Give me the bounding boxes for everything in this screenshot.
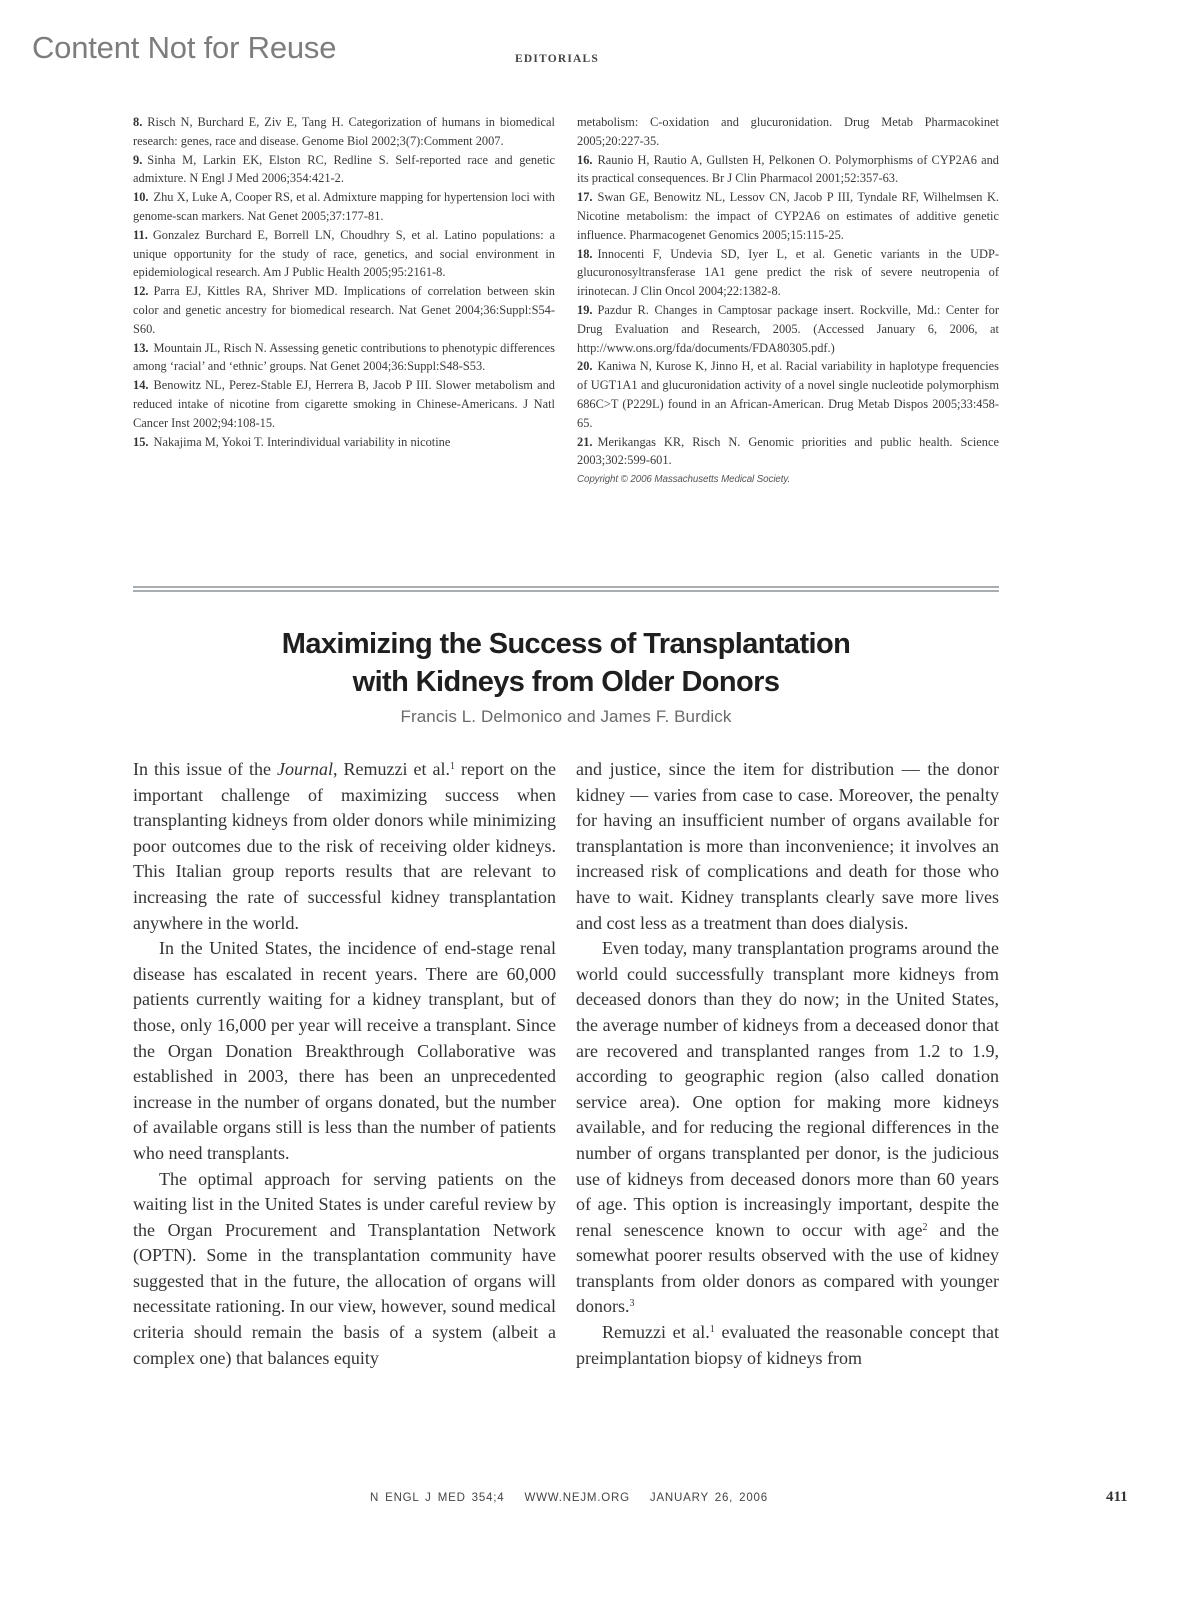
reference-item: 10. Zhu X, Luke A, Cooper RS, et al. Admixture mapping for hypertension loci with genome-scan markers. Nat Genet 2005;37:177-81. xyxy=(133,190,555,223)
reference-item: 16. Raunio H, Rautio A, Gullsten H, Pelkonen O. Polymorphisms of CYP2A6 and its practical consequences. Br J Clin Pharmacol 2001;52:357-63. xyxy=(577,152,999,186)
reference-item: 11. Gonzalez Burchard E, Borrell LN, Choudhry S, et al. Latino populations: a unique opportunity for the study of race, genetics, and social environment in epidemiological research. Am J Public Health 2005;95:2161-8. xyxy=(133,227,555,280)
article-title xyxy=(133,625,999,701)
article-right-column xyxy=(576,757,999,1371)
article-title-line-2: with Kidneys from Older Donors xyxy=(352,666,780,698)
references-section xyxy=(133,113,999,490)
section-label: EDITORIALS xyxy=(515,53,600,65)
reference-item: 17. Swan GE, Benowitz NL, Lessov CN, Jacob P III, Tyndale RF, Wilhelmsen K. Nicotine metabolism: the impact of CYP2A6 on estimates of additive genetic influence. Pharmacogenet Genomics 2005;15:115-25. xyxy=(577,190,999,242)
article-authors: Francis L. Delmonico and James F. Burdick xyxy=(400,707,732,726)
watermark: Content Not for Reuse xyxy=(32,30,337,65)
reference-item: 20. Kaniwa N, Kurose K, Jinno H, et al. Racial variability in haplotype frequencies of UGT1A1 and glucuronidation activity of a novel single nucleotide polymorphism 686C>T (P229L) found in an African-American. Drug Metab Dispos 2005;33:458-65. xyxy=(577,359,999,430)
paragraph: Even today, many transplantation programs around the world could successfully transplant more kidneys from deceased donors than they do now; in the United States, the average number of kidneys from a deceased donor that are recovered and transplanted ranges from 1.2 to 1.9, according to geographic region (also called donation service area). One option for making more kidneys available, and for reducing the regional differences in the number of organs transplanted per donor, is the judicious use of kidneys from deceased donors more than 60 years of age. This option is increasingly important, despite the renal senescence known to occur with age$^2$ and the somewhat poorer results observed with the use of kidney transplants from older donors as compared with younger donors.$^3$ xyxy=(576,938,999,1317)
article-left-column xyxy=(133,757,556,1371)
reference-item: 18. Innocenti F, Undevia SD, Iyer L, et al. Genetic variants in the UDP-glucuronosyltransferase 1A1 gene predict the risk of severe neutropenia of irinotecan. J Clin Oncol 2004;22:1382-8. xyxy=(577,246,999,299)
reference-item: 9. Sinha M, Larkin EK, Elston RC, Redline S. Self-reported race and genetic admixture. N Engl J Med 2006;354:421-2. xyxy=(133,152,555,186)
page-number: 411 xyxy=(1106,1489,1128,1505)
reference-item: 12. Parra EJ, Kittles RA, Shriver MD. Implications of correlation between skin color and genetic ancestry for biomedical research. Nat Genet 2004;36:Suppl:S54-S60. xyxy=(133,284,555,336)
reference-item: 21. Merikangas KR, Risch N. Genomic priorities and public health. Science 2003;302:599-601. xyxy=(577,434,999,468)
paragraph: Remuzzi et al.$^1$ evaluated the reasonable concept that preimplantation biopsy of kidneys from xyxy=(576,1322,999,1368)
reference-item: 14. Benowitz NL, Perez-Stable EJ, Herrera B, Jacob P III. Slower metabolism and reduced intake of nicotine from cigarette smoking in Chinese-Americans. J Natl Cancer Inst 2002;94:108-15. xyxy=(133,378,555,430)
references-right-column xyxy=(577,113,999,490)
paragraph-continuation: and justice, since the item for distribution — the donor kidney — varies from case to case. Moreover, the penalty for having an insufficient number of organs available for transplantation is more than inconvenience; it involves an increased risk of complications and death for those who have to wait. Kidney transplants clearly save more lives and cost less as a treatment than does dialysis. xyxy=(576,759,999,933)
reference-item: 15. Nakajima M, Yokoi T. Interindividual variability in nicotine xyxy=(133,434,451,449)
reference-item: 8. Risch N, Burchard E, Ziv E, Tang H. Categorization of humans in biomedical research: genes, race and disease. Genome Biol 2002;3(7):Comment 2007. xyxy=(133,115,555,148)
footer-date: JANUARY 26, 2006 xyxy=(649,1492,768,1504)
paragraph: In the United States, the incidence of end-stage renal disease has escalated in recent years. There are 60,000 patients currently waiting for a kidney transplant, but of those, only 16,000 per year will receive a transplant. Since the Organ Donation Breakthrough Collaborative was established in 2003, there has been an unprecedented increase in the number of organs donated, but the number of available organs still is less than the number of patients who need transplants. xyxy=(133,938,556,1163)
reference-continuation: metabolism: C-oxidation and glucuronidation. Drug Metab Pharmacokinet 2005;20:227-35. xyxy=(577,115,999,148)
paragraph: The optimal approach for serving patients on the waiting list in the United States is under careful review by the Organ Procurement and Transplantation Network (OPTN). Some in the transplantation community have suggested that in the future, the allocation of organs will necessitate rationing. In our view, however, sound medical criteria should remain the basis of a system (albeit a complex one) that balances equity xyxy=(133,1168,556,1368)
paragraph: In this issue of the Journal, Remuzzi et al.$^1$ report on the important challenge of maximizing success when transplanting kidneys from older donors while minimizing poor outcomes due to the risk of receiving older kidneys. This Italian group reports results that are relevant to increasing the rate of successful kidney transplantation anywhere in the world. xyxy=(133,759,556,933)
article-title-line-1: Maximizing the Success of Transplantation xyxy=(281,628,851,660)
reference-item: 19. Pazdur R. Changes in Camptosar package insert. Rockville, Md.: Center for Drug Evaluation and Research, 2005. (Accessed January 6, 2006, at http://www.ons.org/fda/documents/FDA80305.pdf.) xyxy=(577,302,999,355)
references-left-column xyxy=(133,113,555,490)
reference-item: 13. Mountain JL, Risch N. Assessing genetic contributions to phenotypic differences among ‘racial’ and ‘ethnic’ groups. Nat Genet 2004;36:Suppl:S48-S53. xyxy=(133,340,555,374)
copyright-notice: Copyright © 2006 Massachusetts Medical Society. xyxy=(577,474,791,486)
footer-website: WWW.NEJM.ORG xyxy=(524,1492,630,1504)
section-divider xyxy=(133,586,999,592)
footer-journal: N ENGL J MED 354;4 xyxy=(370,1492,505,1504)
page-footer xyxy=(370,1492,782,1504)
article-body xyxy=(133,757,999,1371)
